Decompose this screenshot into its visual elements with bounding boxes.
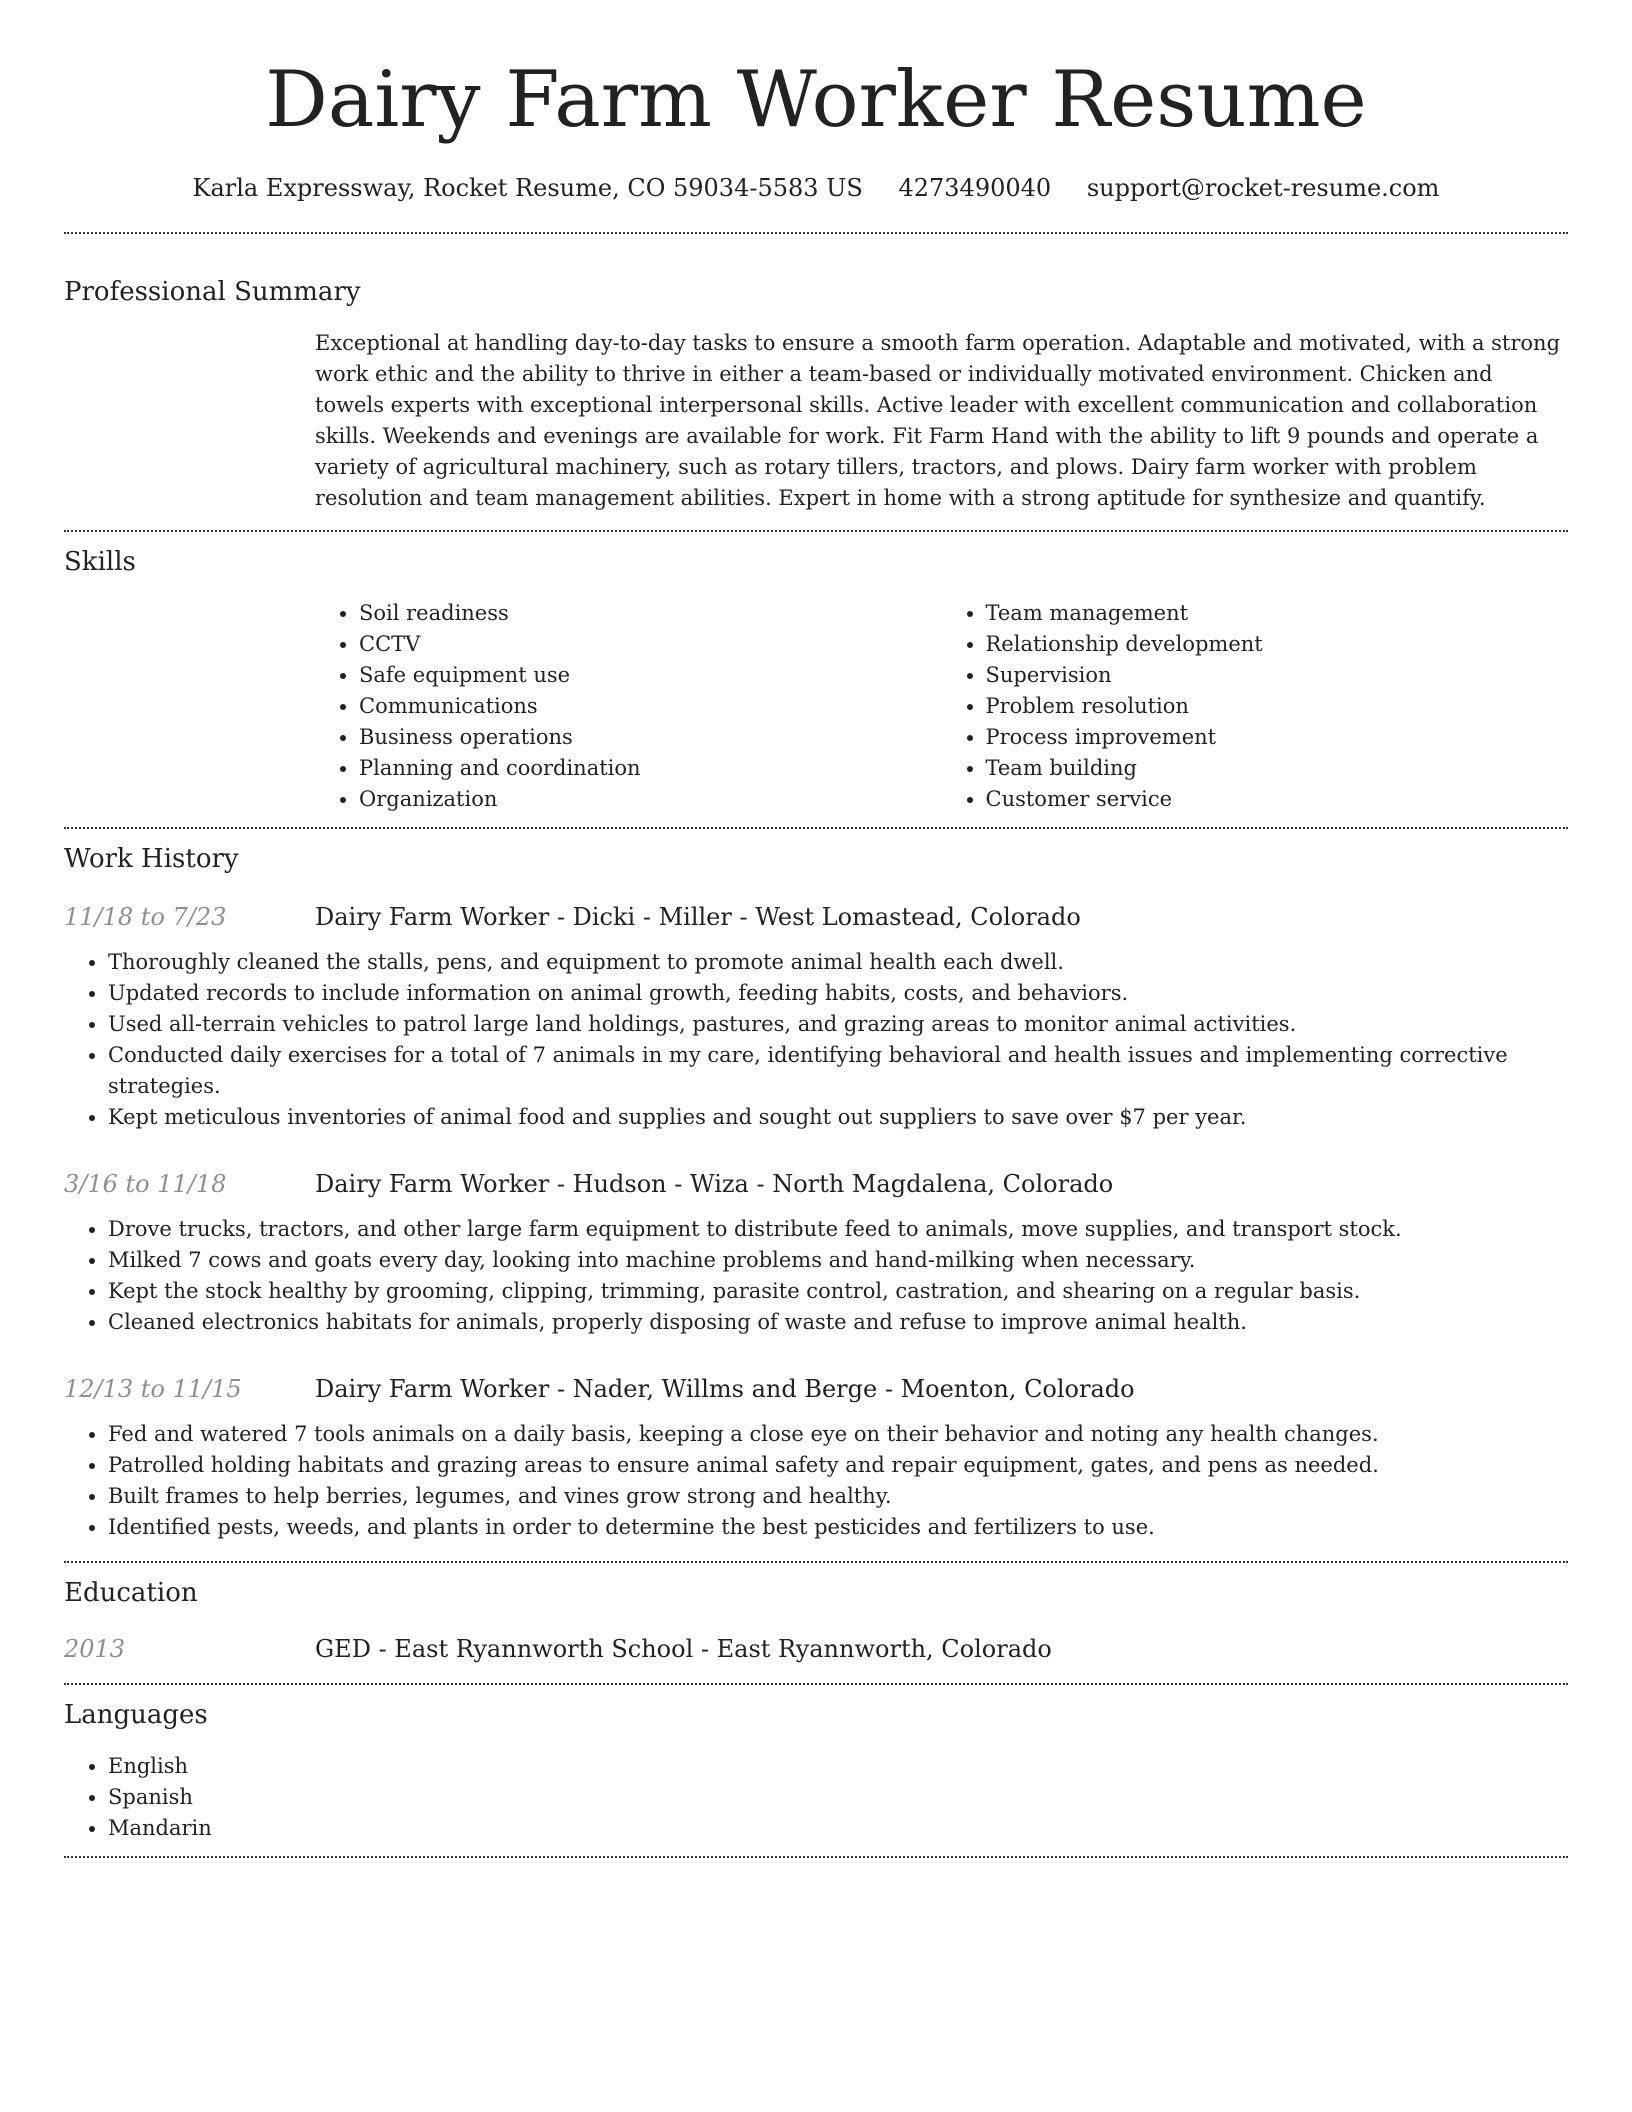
resume-page	[64, 0, 1568, 1858]
contact-line	[64, 170, 1568, 206]
job-duties	[64, 1214, 1568, 1338]
language-item: • Spanish	[108, 1782, 1568, 1813]
summary-heading: Professional Summary	[64, 277, 361, 307]
skill-item: • Planning and coordination	[359, 753, 942, 784]
job-duty: • Fed and watered 7 tools animals on a daily basis, keeping a close eye on their behavior and noting any health changes.	[108, 1419, 1568, 1450]
skill-item: • Soil readiness	[359, 598, 942, 629]
job-duty: • Cleaned electronics habitats for animals, properly disposing of waste and refuse to improve animal health.	[108, 1307, 1568, 1338]
skill-item: • Safe equipment use	[359, 660, 942, 691]
divider	[64, 1856, 1568, 1858]
education-detail: GED - East Ryannworth School - East Ryannworth, Colorado	[315, 1635, 1052, 1663]
skill-item: • Team management	[986, 598, 1569, 629]
education-entry	[64, 1631, 1568, 1667]
skill-item: • Organization	[359, 784, 942, 815]
contact-address: Karla Expressway, Rocket Resume, CO 59034-5583 US	[192, 174, 863, 202]
job-duty: • Milked 7 cows and goats every day, looking into machine problems and hand-milking when necessary.	[108, 1245, 1568, 1276]
languages-list	[64, 1751, 1568, 1844]
divider	[64, 1561, 1568, 1563]
divider	[64, 827, 1568, 829]
job-duty: • Identified pests, weeds, and plants in order to determine the best pesticides and fertilizers to use.	[108, 1512, 1568, 1543]
job-duty: • Built frames to help berries, legumes, and vines grow strong and healthy.	[108, 1481, 1568, 1512]
contact-email: support@rocket-resume.com	[1086, 174, 1440, 202]
job-duties	[64, 947, 1568, 1133]
job-duty: • Conducted daily exercises for a total of 7 animals in my care, identifying behavioral and health issues and implementing corrective strategies.	[108, 1040, 1568, 1102]
divider	[64, 232, 1568, 234]
job-duty: • Updated records to include information on animal growth, feeding habits, costs, and behaviors.	[108, 978, 1568, 1009]
job-title: Dairy Farm Worker - Nader, Willms and Berge - Moenton, Colorado	[315, 1375, 1135, 1403]
summary-text: Exceptional at handling day-to-day tasks to ensure a smooth farm operation. Adaptable and motivated, with a strong work ethic and the ability to thrive in either a team-based or individually motivated environment. Chicken and towels experts with exceptional interpersonal skills. Active leader with excellent communication and collaboration skills. Weekends and evenings are available for work. Fit Farm Hand with the ability to lift 9 pounds and operate a variety of agricultural machinery, such as rotary tillers, tractors, and plows. Dairy farm worker with problem resolution and team management abilities. Expert in home with a strong aptitude for synthesize and quantify.	[315, 331, 1561, 510]
job-entry	[64, 1166, 1568, 1338]
skill-item: • Communications	[359, 691, 942, 722]
skill-item: • Relationship development	[986, 629, 1569, 660]
language-item: • Mandarin	[108, 1813, 1568, 1844]
skill-item: • CCTV	[359, 629, 942, 660]
skills-column-right	[942, 598, 1569, 815]
job-title: Dairy Farm Worker - Hudson - Wiza - North Magdalena, Colorado	[315, 1170, 1114, 1198]
skill-item: • Team building	[986, 753, 1569, 784]
education-heading: Education	[64, 1578, 198, 1608]
job-title: Dairy Farm Worker - Dicki - Miller - West Lomastead, Colorado	[315, 903, 1081, 931]
job-dates: 12/13 to 11/15	[64, 1375, 242, 1403]
skills-column-left	[315, 598, 942, 815]
languages-heading: Languages	[64, 1700, 208, 1730]
skill-item: • Business operations	[359, 722, 942, 753]
divider	[64, 1683, 1568, 1685]
job-dates: 11/18 to 7/23	[64, 903, 227, 931]
job-duties	[64, 1419, 1568, 1543]
job-duty: • Drove trucks, tractors, and other large farm equipment to distribute feed to animals, move supplies, and transport stock.	[108, 1214, 1568, 1245]
education-year: 2013	[64, 1635, 126, 1663]
skill-item: • Problem resolution	[986, 691, 1569, 722]
skill-item: • Supervision	[986, 660, 1569, 691]
job-duty: • Used all-terrain vehicles to patrol large land holdings, pastures, and grazing areas to monitor animal activities.	[108, 1009, 1568, 1040]
contact-phone: 4273490040	[898, 174, 1052, 202]
language-item: • English	[108, 1751, 1568, 1782]
job-entry	[64, 1371, 1568, 1543]
skills-heading: Skills	[64, 547, 136, 577]
divider	[64, 530, 1568, 532]
resume-title: Dairy Farm Worker Resume	[265, 55, 1367, 145]
job-dates: 3/16 to 11/18	[64, 1170, 227, 1198]
job-duty: • Kept the stock healthy by grooming, clipping, trimming, parasite control, castration, and shearing on a regular basis.	[108, 1276, 1568, 1307]
job-duty: • Patrolled holding habitats and grazing areas to ensure animal safety and repair equipment, gates, and pens as needed.	[108, 1450, 1568, 1481]
skill-item: • Customer service	[986, 784, 1569, 815]
skills-list	[315, 598, 1568, 815]
job-entry	[64, 899, 1568, 1133]
job-duty: • Thoroughly cleaned the stalls, pens, and equipment to promote animal health each dwell.	[108, 947, 1568, 978]
skill-item: • Process improvement	[986, 722, 1569, 753]
work-heading: Work History	[64, 844, 239, 874]
job-duty: • Kept meticulous inventories of animal food and supplies and sought out suppliers to save over $7 per year.	[108, 1102, 1568, 1133]
